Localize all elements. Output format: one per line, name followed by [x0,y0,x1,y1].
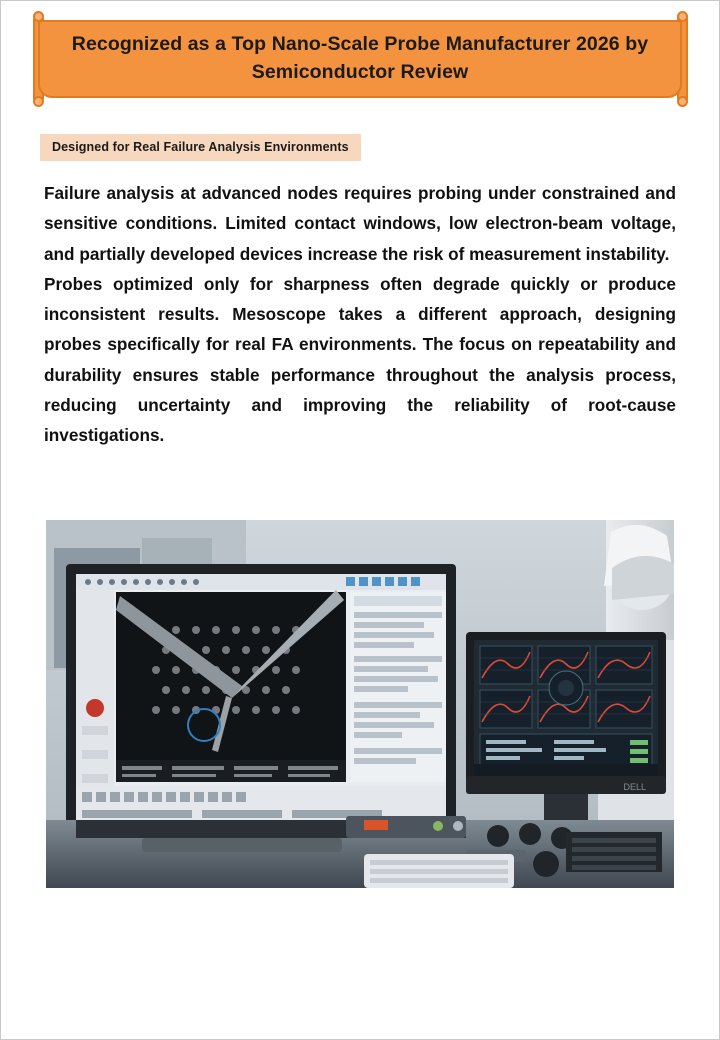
body-text [44,178,676,450]
banner-title: Recognized as a Top Nano-Scale Probe Manufacturer 2026 by Semiconductor Review [71,33,649,83]
award-banner [30,14,690,104]
body-paragraph-2: Probes optimized only for sharpness often degrade quickly or produce inconsistent results. Mesoscope takes a different approach, designing probes specifically for real FA environments. The focus on repeatability and durability ensures stable performance throughout the analysis process, reducing uncertainty and improving the reliability of root-cause investigations. [44,273,676,446]
banner-body [38,20,682,98]
svg-text:DELL: DELL [623,782,646,792]
section-subheading: Designed for Real Failure Analysis Environments [40,134,361,161]
photo-illustration [46,520,674,888]
lab-workstation-photo [46,520,674,888]
body-paragraph-1: Failure analysis at advanced nodes requires probing under constrained and sensitive conditions. Limited contact windows, low electron-beam voltage, and partially developed devices increase the risk of measurement instability. [44,183,676,264]
